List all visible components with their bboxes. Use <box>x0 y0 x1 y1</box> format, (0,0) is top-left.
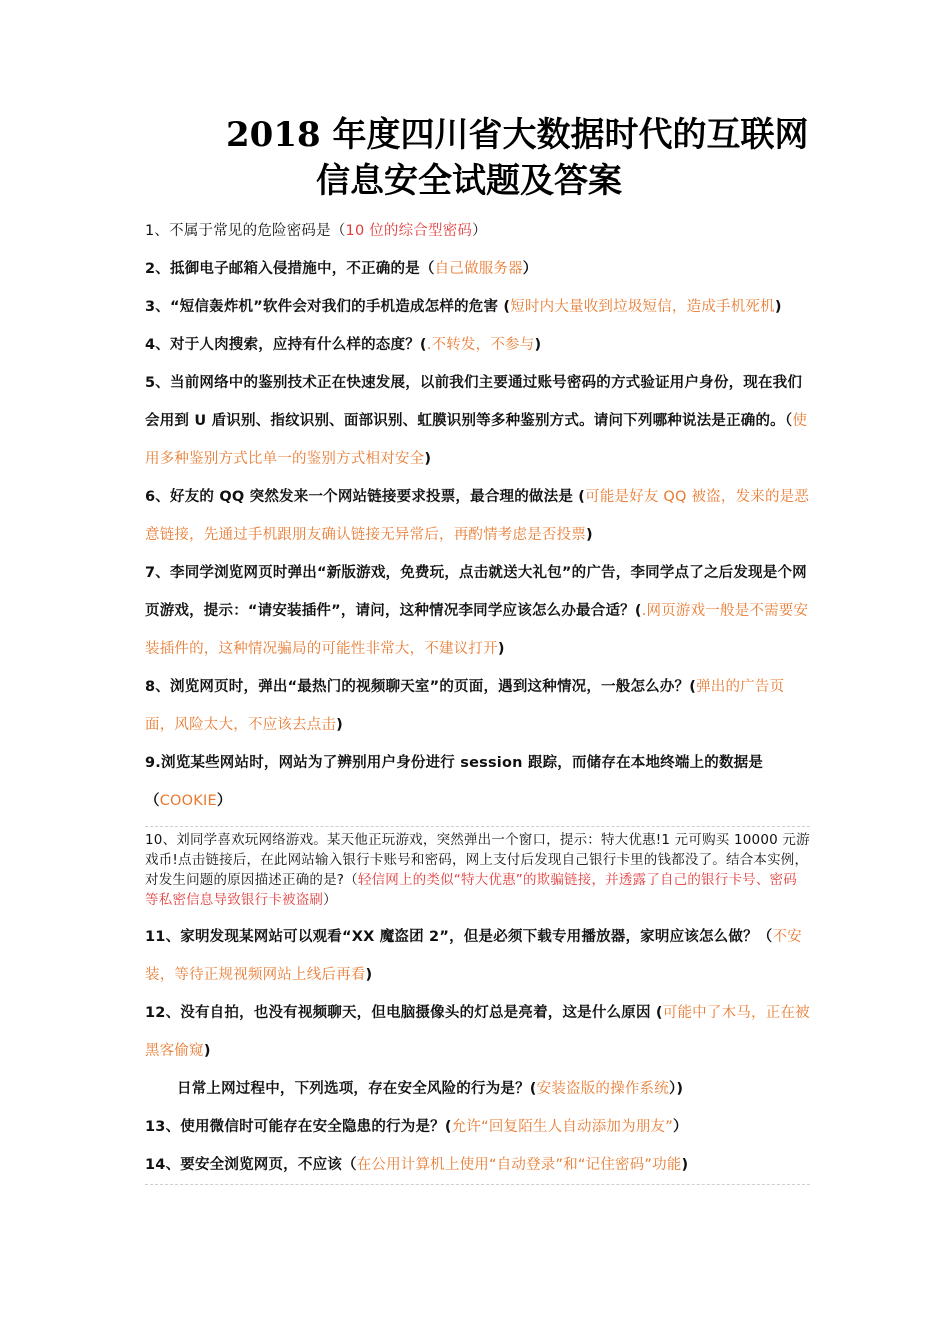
question-item-4 <box>145 326 810 364</box>
question-item-7 <box>145 554 810 668</box>
question-close: ) <box>336 717 343 733</box>
answer-text: .不转发，不参与 <box>426 337 535 353</box>
question-text: 13、使用微信时可能存在安全隐患的行为是？( <box>145 1119 452 1135</box>
document-title <box>0 112 950 204</box>
answer-text: 可能是好友 QQ 被盗，发来的是恶意链接，先通过手机跟朋友确认链接无异常后，再酌情考虑是否投票 <box>145 489 810 543</box>
answer-text: COOKIE <box>159 793 217 809</box>
question-item-unnumbered <box>145 1070 810 1108</box>
question-item-12 <box>145 994 810 1070</box>
question-item-8 <box>145 668 810 744</box>
question-item-5 <box>145 364 810 478</box>
question-text: 12、没有自拍，也没有视频聊天，但电脑摄像头的灯总是亮着，这是什么原因 ( <box>145 1005 663 1021</box>
question-item-10 <box>145 826 810 910</box>
question-close: ） <box>216 793 232 809</box>
question-close: ) <box>424 451 432 467</box>
question-close: ) <box>774 299 782 315</box>
answer-text: 使用多种鉴别方式比单一的鉴别方式相对安全 <box>145 413 808 467</box>
answer-text: 10 位的综合型密码 <box>345 223 473 239</box>
question-text: 14、要安全浏览网页，不应该（ <box>145 1157 357 1173</box>
question-text: 6、好友的 QQ 突然发来一个网站链接要求投票，最合理的做法是 ( <box>145 489 586 505</box>
question-item-1 <box>145 212 810 250</box>
question-close: ) <box>534 337 542 353</box>
question-item-9 <box>145 744 810 820</box>
question-text: 日常上网过程中，下列选项，存在安全风险的行为是？( <box>177 1081 537 1097</box>
answer-text: 可能中了木马，正在被黑客偷窥 <box>145 1005 810 1059</box>
question-text: 4、对于人肉搜索，应持有什么样的态度？( <box>145 337 427 353</box>
question-text: 9.浏览某些网站时，网站为了辨别用户身份进行 session 跟踪，而储存在本地终端上的数据是（ <box>145 755 764 809</box>
question-close: ) <box>586 527 593 543</box>
question-item-3 <box>145 288 810 326</box>
question-item-13 <box>145 1108 810 1146</box>
title-line-2: 信息安全试题及答案 <box>316 161 622 201</box>
question-item-14 <box>145 1146 810 1185</box>
answer-text: 短时内大量收到垃圾短信，造成手机死机 <box>510 299 775 315</box>
question-item-2 <box>145 250 810 288</box>
question-close: ） <box>522 261 538 277</box>
question-item-6 <box>145 478 810 554</box>
question-text: 8、浏览网页时，弹出“最热门的视频聊天室”的页面，遇到这种情况，一般怎么办？( <box>145 679 697 695</box>
question-close: ) <box>203 1043 211 1059</box>
question-text: 5、当前网络中的鉴别技术正在快速发展，以前我们主要通过账号密码的方式验证用户身份，现在我们会用到 U 盾识别、指纹识别、面部识别、虹膜识别等多种鉴别方式。请问下列哪种说法是正确的。（ <box>145 375 803 429</box>
question-text: 10、刘同学喜欢玩网络游戏。某天他正玩游戏，突然弹出一个窗口，提示：特大优惠!1 元可购买 10000 元游戏币!点击链接后，在此网站输入银行卡账号和密码，网上支付后发现自己银行卡里的钱都没了。结合本实例，对发生问题的原因描述正确的是?（ <box>145 832 810 888</box>
question-close: ) <box>365 967 373 983</box>
question-close: ) <box>497 641 505 657</box>
answer-text: 轻信网上的类似“特大优惠”的欺骗链接，并透露了自己的银行卡号、密码等私密信息导致银行卡被盗刷 <box>145 872 797 908</box>
question-text: 7、李同学浏览网页时弹出“新版游戏，免费玩，点击就送大礼包”的广告，李同学点了之后发现是个网页游戏，提示：“请安装插件”，请问，这种情况李同学应该怎么办最合适？( <box>145 565 807 619</box>
question-text: 1、不属于常见的危险密码是（ <box>145 223 346 239</box>
answer-text: 不安装，等待正规视频网站上线后再看 <box>145 929 802 983</box>
question-close: ） <box>472 223 487 239</box>
question-close: ） <box>672 1119 688 1135</box>
answer-text: .网页游戏一般是不需要安装插件的，这种情况骗局的可能性非常大，不建议打开 <box>145 603 809 657</box>
question-close: ）) <box>668 1081 684 1097</box>
question-text: 3、“短信轰炸机”软件会对我们的手机造成怎样的危害 ( <box>145 299 511 315</box>
title-line-1: 2018 年度四川省大数据时代的互联网 <box>226 115 809 155</box>
question-list <box>145 212 810 1185</box>
question-close: ） <box>323 892 337 908</box>
answer-text: 弹出的广告页面，风险太大，不应该去点击 <box>145 679 785 733</box>
answer-text: 在公用计算机上使用“自动登录”和“记住密码”功能 <box>356 1157 682 1173</box>
question-item-11 <box>145 918 810 994</box>
answer-text: 允许“回复陌生人自动添加为朋友” <box>451 1119 673 1135</box>
question-text: 2、抵御电子邮箱入侵措施中，不正确的是（ <box>145 261 435 277</box>
answer-text: 安装盗版的操作系统 <box>536 1081 669 1097</box>
question-text: 11、家明发现某网站可以观看“XX 魔盗团 2”，但是必须下载专用播放器，家明应该怎么做？（ <box>145 929 773 945</box>
question-close: ) <box>681 1157 689 1173</box>
answer-text: 自己做服务器 <box>434 261 523 277</box>
